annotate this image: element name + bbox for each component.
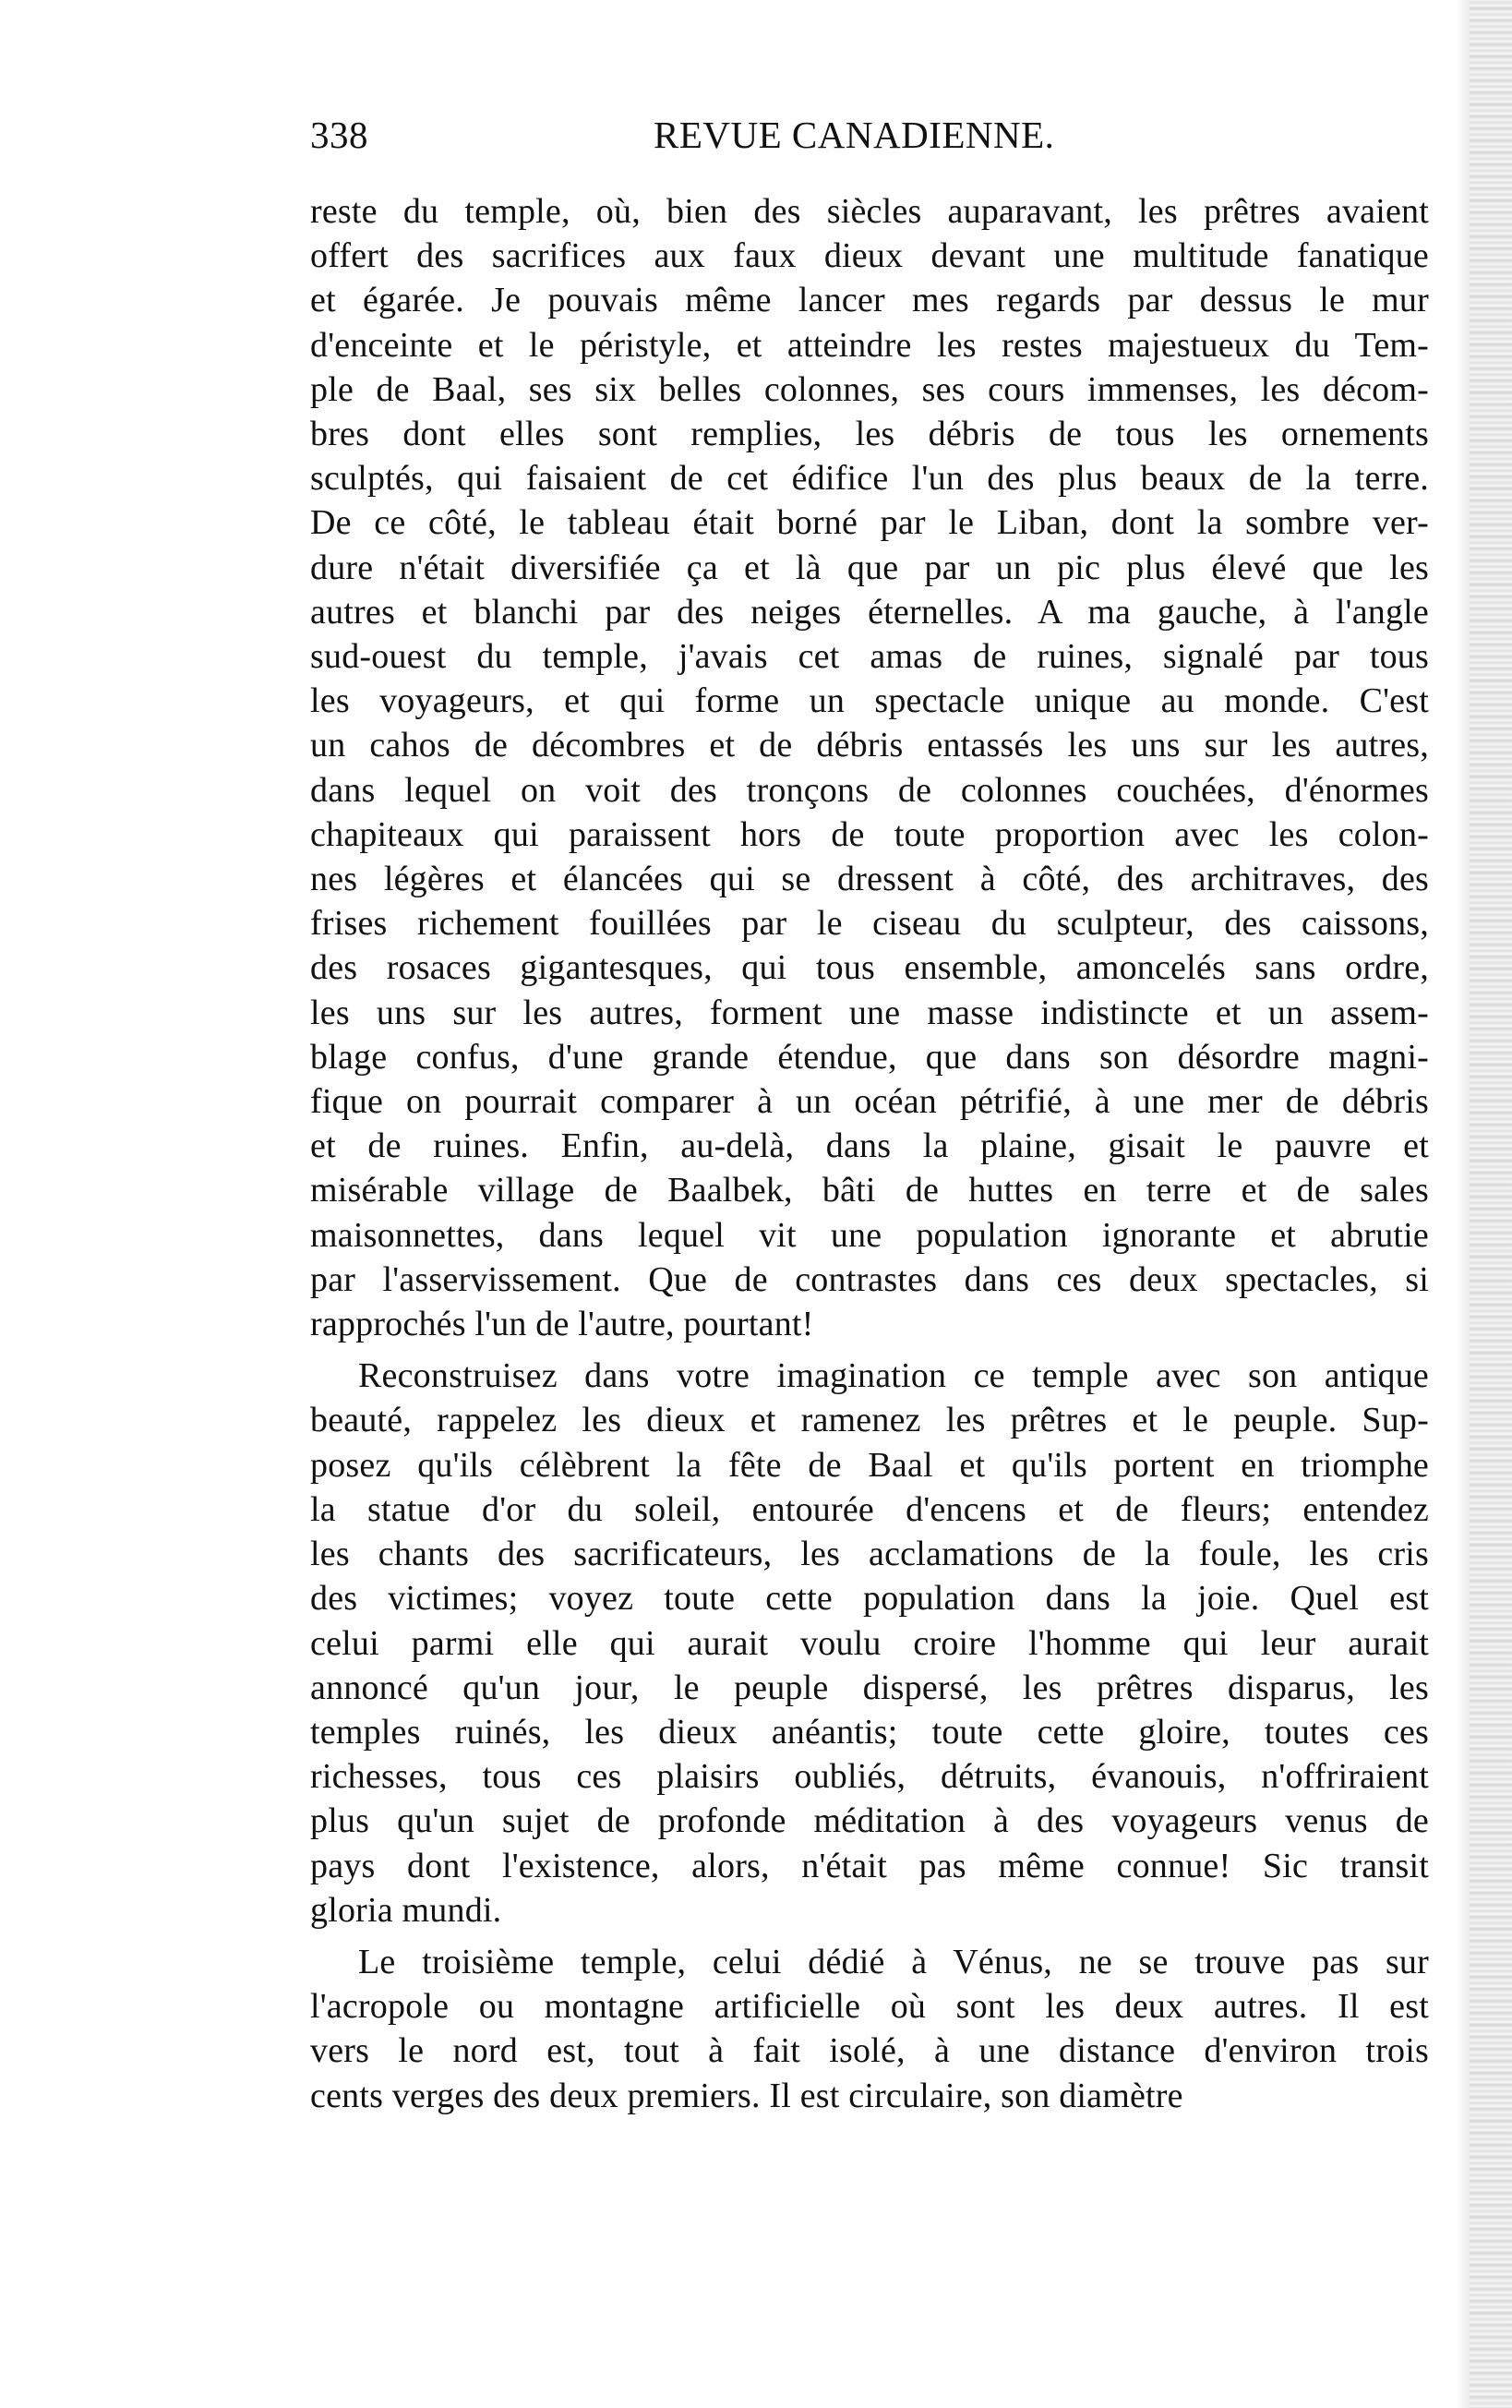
text-line: autres et blanchi par des neiges éternelles. A ma gauche, à l'angle: [310, 592, 1429, 632]
text-line: offert des sacrifices aux faux dieux devant une multitude fanatique: [310, 236, 1429, 276]
page-number: 338: [310, 114, 368, 156]
text-line: dure n'était diversifiée ça et là que par un pic plus élevé que les: [310, 548, 1429, 587]
text-line: les voyageurs, et qui forme un spectacle unique au monde. C'est: [310, 681, 1429, 721]
text-line: Le troisième temple, celui dédié à Vénus, ne se trouve pas sur: [358, 1942, 1429, 1981]
text-line: rapprochés l'un de l'autre, pourtant!: [310, 1305, 814, 1344]
page-edge-texture: [1470, 0, 1512, 2408]
text-line: gloria mundi.: [310, 1890, 502, 1930]
text-line: maisonnettes, dans lequel vit une population ignorante et abrutie: [310, 1215, 1429, 1255]
text-line: posez qu'ils célèbrent la fête de Baal et qu'ils portent en triomphe: [310, 1445, 1429, 1485]
text-line: De ce côté, le tableau était borné par le Liban, dont la sombre ver-: [310, 503, 1429, 543]
text-line: plus qu'un sujet de profonde méditation à des voyageurs venus de: [310, 1801, 1429, 1841]
text-line: Reconstruisez dans votre imagination ce temple avec son antique: [358, 1356, 1429, 1396]
text-line: richesses, tous ces plaisirs oubliés, détruits, évanouis, n'offriraient: [310, 1757, 1429, 1797]
paragraph: [310, 189, 1429, 1346]
text-line: nes légères et élancées qui se dressent à côté, des architraves, des: [310, 860, 1429, 899]
text-line: sud-ouest du temple, j'avais cet amas de ruines, signalé par tous: [310, 637, 1429, 677]
text-line: chapiteaux qui paraissent hors de toute proportion avec les colon-: [310, 814, 1429, 854]
text-line: vers le nord est, tout à fait isolé, à une distance d'environ trois: [310, 2031, 1429, 2071]
body-text: [310, 189, 1429, 2118]
text-line: cents verges des deux premiers. Il est circulaire, son diamètre: [310, 2076, 1183, 2115]
running-title: REVUE CANADIENNE.: [654, 114, 1055, 156]
text-line: sculptés, qui faisaient de cet édifice l'un des plus beaux de la terre.: [310, 459, 1429, 499]
text-line: misérable village de Baalbek, bâti de huttes en terre et de sales: [310, 1171, 1429, 1210]
text-line: frises richement fouillées par le ciseau du sculpteur, des caissons,: [310, 904, 1429, 944]
paragraph: [310, 1354, 1429, 1932]
text-line: annoncé qu'un jour, le peuple dispersé, les prêtres disparus, les: [310, 1668, 1429, 1707]
text-line: pays dont l'existence, alors, n'était pas même connue! Sic transit: [310, 1846, 1429, 1885]
text-line: et de ruines. Enfin, au-delà, dans la plaine, gisait le pauvre et: [310, 1126, 1429, 1166]
text-line: la statue d'or du soleil, entourée d'encens et de fleurs; entendez: [310, 1489, 1429, 1529]
text-line: ple de Baal, ses six belles colonnes, ses cours immenses, les décom-: [310, 369, 1429, 409]
text-line: et égarée. Je pouvais même lancer mes regards par dessus le mur: [310, 281, 1429, 320]
text-line: dans lequel on voit des tronçons de colonnes couchées, d'énormes: [310, 770, 1429, 810]
text-line: l'acropole ou montagne artificielle où sont les deux autres. Il est: [310, 1987, 1429, 2027]
paragraph: [310, 1940, 1429, 2118]
text-line: beauté, rappelez les dieux et ramenez les prêtres et le peuple. Sup-: [310, 1401, 1429, 1440]
text-line: des rosaces gigantesques, qui tous ensemble, amoncelés sans ordre,: [310, 948, 1429, 988]
text-line: les chants des sacrificateurs, les acclamations de la foule, les cris: [310, 1535, 1429, 1574]
page-header: [310, 113, 1381, 168]
text-line: bres dont elles sont remplies, les débris de tous les ornements: [310, 415, 1429, 454]
text-line: temples ruinés, les dieux anéantis; toute cette gloire, toutes ces: [310, 1712, 1429, 1752]
text-line: par l'asservissement. Que de contrastes dans ces deux spectacles, si: [310, 1259, 1429, 1299]
page-edge-shadow: [1457, 0, 1470, 2408]
text-line: des victimes; voyez toute cette population dans la joie. Quel est: [310, 1579, 1429, 1619]
text-line: les uns sur les autres, forment une masse indistincte et un assem-: [310, 993, 1429, 1032]
text-line: un cahos de décombres et de débris entassés les uns sur les autres,: [310, 726, 1429, 765]
text-line: celui parmi elle qui aurait voulu croire l'homme qui leur aurait: [310, 1623, 1429, 1663]
text-line: fique on pourrait comparer à un océan pétrifié, à une mer de débris: [310, 1082, 1429, 1122]
text-line: reste du temple, où, bien des siècles auparavant, les prêtres avaient: [310, 192, 1429, 231]
text-line: d'enceinte et le péristyle, et atteindre les restes majestueux du Tem-: [310, 325, 1429, 365]
text-line: blage confus, d'une grande étendue, que dans son désordre magni-: [310, 1037, 1429, 1077]
